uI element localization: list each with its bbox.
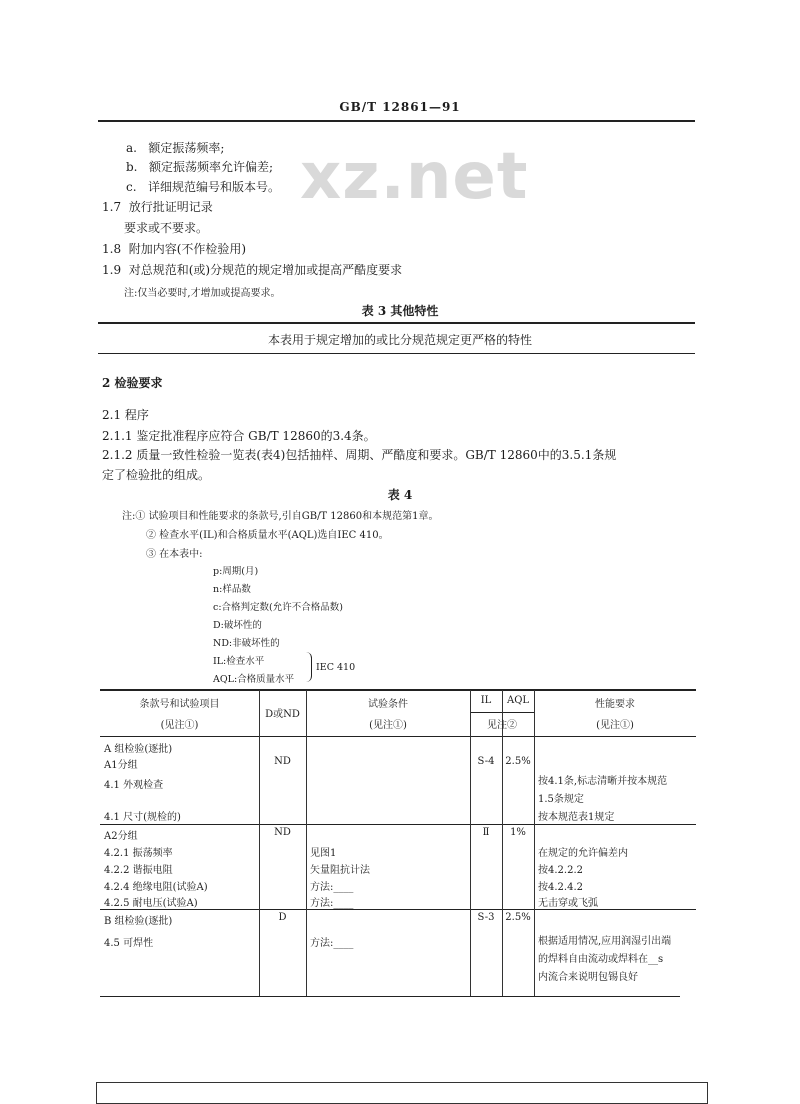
group-rule [100, 909, 696, 910]
group-b-cond: 方法:____ [310, 938, 354, 949]
group-a1-item: 4.1 外观检查 [104, 780, 164, 791]
group-b-perf: 根据适用情况,应用润湿引出端 [538, 936, 672, 947]
group-a2-aql: 1% [510, 827, 526, 838]
header-item: 条款号和试验项目 (见注①) [139, 699, 220, 731]
header-cond: 试验条件 (见注①) [368, 699, 408, 731]
header-ilaql-note: 见注② [487, 720, 517, 731]
legend-item: p:周期(月) [213, 566, 259, 577]
group-a1-item: 4.1 尺寸(规检的) [104, 812, 181, 823]
legend-brace [306, 652, 312, 682]
col-divider [306, 690, 307, 996]
legend-item: D:破坏性的 [213, 620, 262, 631]
legend-item: ND:非破坏性的 [213, 638, 280, 649]
table-row-cond: 方法:____ [310, 882, 354, 893]
table4-note: ② 检查水平(IL)和合格质量水平(AQL)选自IEC 410。 [146, 530, 389, 541]
group-b-aql: 2.5% [505, 912, 531, 923]
table-row-item: 4.2.2 谐振电阻 [104, 865, 173, 876]
group-b-il: S-3 [477, 912, 495, 923]
table3-top-rule [98, 322, 695, 324]
table-row-cond: 方法:____ [310, 898, 354, 909]
group-b-item: 4.5 可焊性 [104, 938, 154, 949]
group-a1-perf: 按本规范表1规定 [538, 812, 615, 823]
header-perf: 性能要求 (见注①) [595, 699, 635, 731]
group-b-perf: 的焊料自由流动或焊料在__s [538, 954, 664, 965]
table-row-cond: 见图1 [310, 848, 337, 859]
group-b-dnd: D [278, 912, 287, 923]
table3-content: 本表用于规定增加的或比分规范规定更严格的特性 [267, 333, 532, 347]
section-1-8: 1.8 附加内容(不作检验用) [102, 242, 247, 256]
table4-top-rule [100, 689, 696, 691]
legend-ref: IEC 410 [316, 662, 356, 673]
col-divider [259, 690, 260, 996]
section-1-9: 1.9 对总规范和(或)分规范的规定增加或提高严酷度要求 [102, 263, 403, 277]
table-row-cond: 矢量阻抗计法 [310, 865, 370, 876]
group-a1-aql: 2.5% [505, 756, 531, 767]
note-top: 注:仅当必要时,才增加或提高要求。 [124, 288, 281, 299]
section-2-1-2-cont: 定了检验批的组成。 [102, 468, 211, 482]
table-row-item: 4.2.4 绝缘电阻(试验A) [104, 882, 208, 893]
table-row-perf: 在规定的允许偏差内 [538, 848, 628, 859]
list-item: c. 详细规范编号和版本号。 [126, 180, 281, 194]
table-row-perf: 无击穿或飞弧 [538, 898, 598, 909]
standard-number: GB/T 12861—91 [339, 100, 461, 114]
col-divider [502, 690, 503, 996]
group-a1-perf: 按4.1条,标志清晰并按本规范 [538, 776, 668, 787]
footer-frame [96, 1082, 708, 1104]
header-rule [98, 120, 695, 122]
group-a1-perf: 1.5条规定 [538, 794, 584, 805]
list-item: b. 额定振荡频率允许偏差; [126, 160, 273, 174]
group-b-perf: 内流合来说明包锡良好 [538, 972, 638, 983]
section-2-1-2: 2.1.2 质量一致性检验一览表(表4)包括抽样、周期、严酷度和要求。GB/T 12860中的3.5.1条规 [102, 448, 617, 462]
group-a1-dnd: ND [274, 756, 291, 767]
table4-note: ③ 在本表中: [146, 549, 203, 560]
table4-header-rule [100, 736, 696, 737]
header-aql: AQL [506, 695, 530, 706]
group-a-title: A 组检验(逐批) [104, 744, 173, 755]
group-a1-sub: A1分组 [104, 760, 138, 771]
table3-bottom-rule [98, 353, 695, 354]
section-2-heading: 2 检验要求 [102, 376, 163, 390]
table4-note: 注:① 试验项目和性能要求的条款号,引自GB/T 12860和本规范第1章。 [122, 511, 439, 522]
table4-caption: 表 4 [387, 488, 413, 502]
header-il: IL [480, 695, 492, 706]
watermark: xz.net [300, 140, 529, 214]
group-rule [100, 824, 696, 825]
group-a1-il: S-4 [477, 756, 495, 767]
header-dnd: D或ND [265, 709, 300, 720]
section-1-7: 1.7 放行批证明记录 [102, 200, 213, 214]
section-2-1-1: 2.1.1 鉴定批准程序应符合 GB/T 12860的3.4条。 [102, 429, 376, 443]
table3-caption: 表 3 其他特性 [361, 304, 439, 318]
group-a2-il: Ⅱ [482, 827, 490, 838]
table-row-perf: 按4.2.2.2 [538, 865, 583, 876]
list-item: a. 额定振荡频率; [126, 141, 225, 155]
table-row-item: 4.2.5 耐电压(试验A) [104, 898, 198, 909]
table4-bottom-rule [100, 996, 680, 997]
table-row-item: 4.2.1 振荡频率 [104, 848, 173, 859]
col-divider [534, 690, 535, 996]
section-2-1: 2.1 程序 [102, 408, 149, 422]
group-b-title: B 组检验(逐批) [104, 916, 173, 927]
table-row-perf: 按4.2.4.2 [538, 882, 583, 893]
group-a2-sub: A2分组 [104, 831, 138, 842]
legend-item: n:样品数 [213, 584, 251, 595]
legend-item: AQL:合格质量水平 [213, 674, 295, 685]
section-1-7-body: 要求或不要求。 [124, 221, 209, 235]
legend-item: c:合格判定数(允许不合格品数) [213, 602, 343, 613]
col-divider [470, 690, 471, 996]
legend-item: IL:检查水平 [213, 656, 265, 667]
group-a2-dnd: ND [274, 827, 291, 838]
